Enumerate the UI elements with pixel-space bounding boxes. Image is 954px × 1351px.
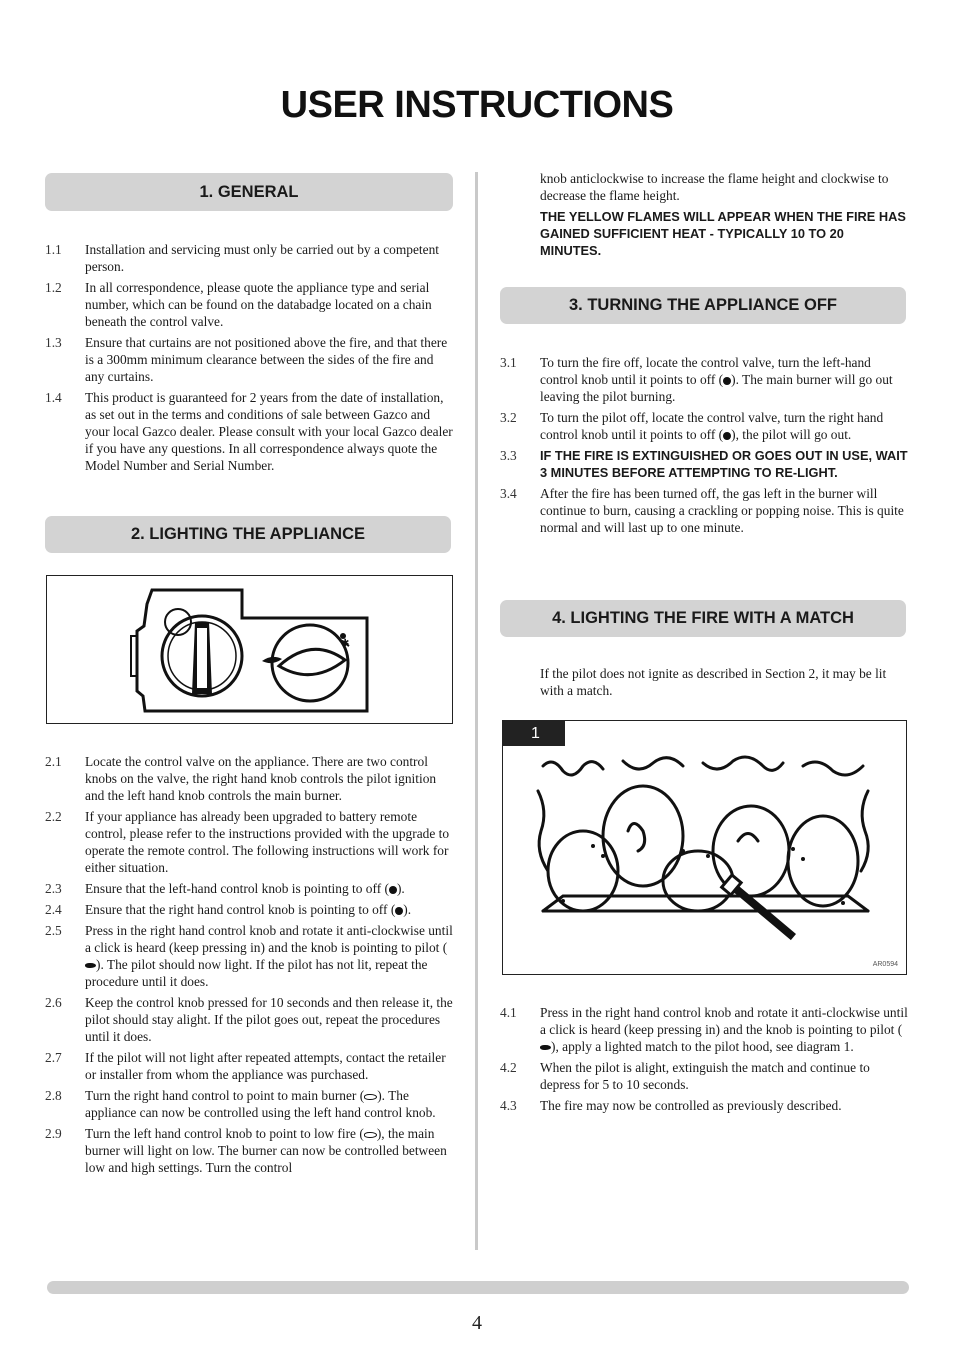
match-intro: If the pilot does not ignite as described in Section 2, it may be lit with a match. — [540, 666, 887, 698]
off-dot-icon — [723, 377, 731, 385]
list-item: 1.4 This product is guaranteed for 2 years from the date of installation, as set out in the terms and conditions of sale between Gazco and your local Gazco dealer. Please consult with your local Gazco dealer if you have any questions. In all correspondence always quote the Model Number and Serial Number. — [45, 390, 453, 473]
list-item: 4.1 Press in the right hand control knob and rotate it anti-clockwise until a click is heard (keep pressing in) and the knob is pointing to pilot (), apply a lighted match to the pilot hood, see diagram 1. — [500, 1005, 908, 1054]
column-divider — [475, 172, 478, 1250]
svg-text:✱: ✱ — [341, 638, 350, 649]
list-item: 3.4 After the fire has been turned off, the gas left in the burner will continue to burn, causing a crackling or popping noise. This is quite normal and will last up to one minute. — [500, 486, 904, 535]
low-fire-flame-icon — [364, 1132, 377, 1138]
diagram-1 — [502, 720, 907, 975]
figure-reference-code: AR0594 — [872, 961, 898, 968]
list-item: 2.6 Keep the control knob pressed for 10 seconds and then release it, the pilot should stay alight. If the pilot goes out, repeat the procedures until it does. — [45, 995, 453, 1044]
list-item: 2.8 Turn the right hand control to point to main burner ( ). The appliance can now be controlled using the left hand control knob. — [45, 1088, 436, 1120]
page-title: USER INSTRUCTIONS — [280, 84, 674, 126]
main-burner-flame-icon — [364, 1094, 377, 1100]
figure-number: 1 — [503, 721, 565, 746]
list-item: 2.5 Press in the right hand control knob and rotate it anti-clockwise until a click is heard (keep pressing in) and the knob is pointing to pilot (). The pilot should now light. If the pilot has not lit, repeat the procedure until it does. — [45, 923, 453, 989]
list-item: 2.1 Locate the control valve on the appliance. There are two control knobs on the valve, the right hand knob controls the pilot ignition and the left hand knob controls the main burner. — [45, 754, 437, 803]
list-item: 3.2 To turn the pilot off, locate the control valve, turn the right hand control knob until it points to off ( ), the pilot will go out. — [500, 410, 884, 442]
list-item: 2.9 Turn the left hand control knob to point to low fire ( ), the main burner will light on low. The burner can now be controlled between low and high settings. Turn the control — [45, 1126, 447, 1175]
list-item: 2.7 If the pilot will not light after repeated attempts, contact the retailer or installer from whom the appliance was purchased. — [45, 1050, 446, 1082]
list-item: 3.1 To turn the fire off, locate the control valve, turn the left-hand control knob until it points to off ( ). The main burner will go out leaving the pilot burning. — [500, 355, 893, 404]
left-column — [45, 173, 455, 478]
list-item: 4.3 The fire may now be controlled as previously described. — [500, 1098, 842, 1113]
lighting-continued-text: knob anticlockwise to increase the flame height and clockwise to decrease the flame height. — [540, 171, 889, 203]
section-heading-turning-off: 3. TURNING THE APPLIANCE OFF — [500, 287, 906, 324]
section-heading-lighting: 2. LIGHTING THE APPLIANCE — [45, 516, 451, 553]
list-item: 1.2 In all correspondence, please quote the appliance type and serial number, which can be found on the databadge located on a chain beneath the control valve. — [45, 280, 432, 329]
control-valve-diagram — [46, 575, 453, 724]
match-steps — [500, 1004, 908, 1118]
pilot-flame-icon — [85, 963, 96, 968]
section-heading-match: 4. LIGHTING THE FIRE WITH A MATCH — [500, 600, 906, 637]
list-item: 2.4 Ensure that the right hand control knob is pointing to off ( ). — [45, 902, 412, 917]
section-heading-general: 1. GENERAL — [45, 173, 453, 211]
list-item: 1.3 Ensure that curtains are not positioned above the fire, and that there is a 300mm minimum clearance between the sides of the fire and any curtains. — [45, 335, 448, 384]
list-item: 2.3 Ensure that the left-hand control knob is pointing to off ( ). — [45, 881, 405, 896]
off-dot-icon — [723, 432, 731, 440]
lighting-steps — [45, 753, 455, 1180]
pilot-flame-icon — [540, 1045, 551, 1050]
off-dot-icon — [389, 886, 397, 894]
turning-off-section — [500, 287, 908, 540]
general-list — [45, 241, 455, 474]
list-item: 1.1 Installation and servicing must only be carried out by a competent person. — [45, 242, 440, 274]
list-item: 2.2 If your appliance has already been upgraded to battery remote control, please refer to the instructions provided with the upgrade to operate the remote control. The following instructions will work for either situation. — [45, 809, 450, 875]
match-section — [500, 600, 908, 699]
list-item: 3.3 IF THE FIRE IS EXTINGUISHED OR GOES OUT IN USE, WAIT 3 MINUTES BEFORE ATTEMPTING TO RE-LIGHT. — [500, 448, 908, 480]
lighting-section — [45, 516, 455, 553]
right-column-top — [500, 170, 908, 259]
footer-bar — [47, 1281, 909, 1294]
page-number: 4 — [472, 1312, 482, 1334]
control-valve-illustration — [47, 576, 452, 723]
match-lighting-illustration — [503, 721, 906, 974]
yellow-flames-note: THE YELLOW FLAMES WILL APPEAR WHEN THE FIRE HAS GAINED SUFFICIENT HEAT - TYPICALLY 10 TO 20 MINUTES. — [540, 209, 906, 258]
list-item: 4.2 When the pilot is alight, extinguish the match and continue to depress for 5 to 10 seconds. — [500, 1060, 870, 1092]
